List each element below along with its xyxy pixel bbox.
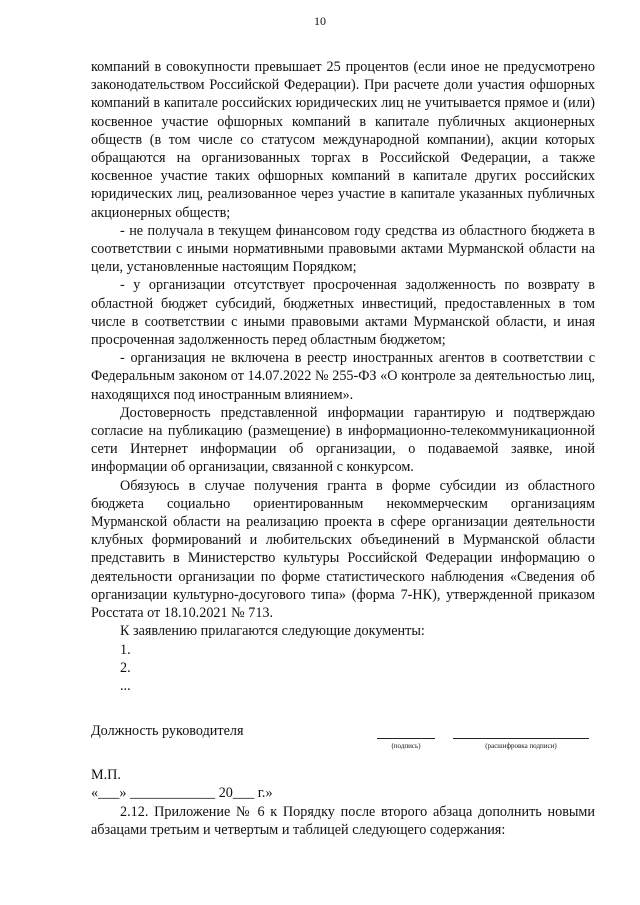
signature-caption: (подпись) bbox=[391, 742, 421, 751]
paragraph-consent: Достоверность представленной информации гарантирую и подтверждаю согласие на публикацию (размещение) в информационно-телекоммуникационной сети Интернет информации об организации, о подаваемой заявке, иной информации об организации, связанной с конкурсом. bbox=[91, 404, 595, 476]
decoding-caption: (расшифровка подписи) bbox=[485, 742, 557, 751]
date-line: «___» ____________ 20___ г.» bbox=[91, 785, 273, 802]
signature-block bbox=[91, 722, 595, 752]
paragraph-offshore: компаний в совокупности превышает 25 процентов (если иное не предусмотрено законодательством Российской Федерации). При расчете доли участия офшорных компаний в капитале российских юридических лиц не учитывается прямое и (или) косвенное участие офшорных компаний в капитале публичных акционерных обществ (в том числе со статусом международной компании), акции которых обращаются на организованных торгах в Российской Федерации, а также косвенное участие таких офшорных компаний в капитале других российских юридических лиц, реализованное через участие в капитале указанных публичных акционерных обществ; bbox=[91, 59, 595, 221]
page-number: 10 bbox=[314, 14, 326, 28]
paragraph-attachments-intro: К заявлению прилагаются следующие документы: bbox=[120, 623, 425, 640]
spacer bbox=[91, 695, 595, 722]
paragraph-obligation: Обязуюсь в случае получения гранта в форме субсидии из областного бюджета социально ориентированным некоммерческим организациям Мурманской области на реализацию проекта в сфере организации деятельности клубных формирований и любительских объединений в Мурманской области представить в Министерство культуры Российской Федерации информацию о деятельности организации по форме статистического наблюдения «Сведения об организации культурно-досугового типа» (форма 7-НК), утвержденной приказом Росстата от 18.10.2021 № 713. bbox=[91, 477, 595, 622]
paragraph-no-debt: - у организации отсутствует просроченная задолженность по возврату в областной бюджет субсидий, бюджетных инвестиций, предоставленных в том числе в соответствии с иными правовыми актами Мурманской области, и иная просроченная задолженность перед областным бюджетом; bbox=[91, 277, 595, 349]
document-body bbox=[91, 58, 595, 839]
signature-title: Должность руководителя bbox=[91, 723, 244, 740]
attachment-item-2: 2. bbox=[120, 659, 131, 676]
attachment-item-1: 1. bbox=[120, 641, 131, 658]
signature-line bbox=[377, 738, 435, 739]
paragraph-amendment: 2.12. Приложение № 6 к Порядку после второго абзаца дополнить новыми абзацами третьим и четвертым и таблицей следующего содержания: bbox=[91, 803, 595, 838]
paragraph-foreign-agents: - организация не включена в реестр иностранных агентов в соответствии с Федеральным законом от 14.07.2022 № 255-ФЗ «О контроле за деятельностью лиц, находящихся под иностранным влиянием». bbox=[91, 350, 595, 403]
paragraph-no-funds: - не получала в текущем финансовом году средства из областного бюджета в соответствии с иными нормативными правовыми актами Мурманской области на цели, установленные настоящим Порядком; bbox=[91, 222, 595, 276]
stamp-label: М.П. bbox=[91, 767, 121, 784]
decoding-line bbox=[453, 738, 589, 739]
attachment-item-ellipsis: ... bbox=[120, 677, 131, 694]
